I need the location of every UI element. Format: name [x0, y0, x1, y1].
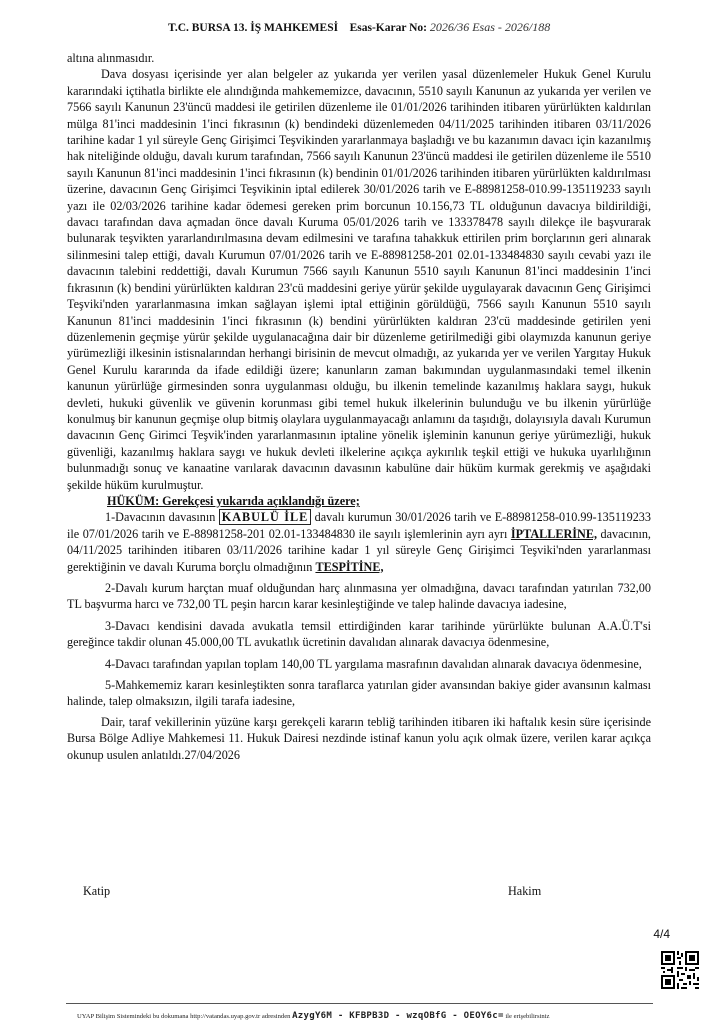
- verdict-item-1-text-c: davacının, 04/11/2025 tarihinden itibaren 03/11/2026 tarihine kadar 1 yıl süreyle Genç Girişimci Teşviki'nden yararlanması gerektiğinin ve davalı Kuruma borçlu olmadığının: [67, 526, 651, 574]
- verdict-item-1: [67, 509, 651, 575]
- verdict-item-4: 4-Davacı tarafından yapılan toplam 140,00 TL yargılama masrafının davalıdan alınarak davacıya ödenmesine,: [105, 656, 642, 671]
- court-name: T.C. BURSA 13. İŞ MAHKEMESİ: [168, 22, 339, 34]
- case-label: Esas-Karar No:: [349, 22, 427, 34]
- footer-suffix: ile erişebilirsiniz: [505, 1013, 550, 1020]
- verdict-item-3: 3-Davacı kendisini davada avukatla temsil ettirdiğinden karar tarihinde yürürlükte bulunan A.A.Ü.T'si gereğince takdir olunan 45.000,00 TL avukatlık ücretinin davalıdan alınarak davacıya ödenmesine,: [67, 618, 651, 650]
- verification-code: AzygY6M - KFBPB3D - wzqOBfG - OEOY6c=: [292, 1011, 504, 1021]
- footer-text: UYAP Bilişim Sistemindeki bu dokumana http://vatandas.uyap.gov.tr adresinden: [77, 1013, 291, 1020]
- verdict-item-5: 5-Mahkememiz kararı kesinleştikten sonra taraflarca yatırılan gider avansından bakiye gider avansının kalması halinde, talep olmaksızın, ilgili tarafa iadesine,: [67, 678, 651, 709]
- qr-code-icon: [661, 951, 699, 989]
- document-body: [67, 50, 651, 763]
- paragraph-intro: altına alınmasıdır.: [67, 51, 155, 65]
- verdict-item-1-text-b: davalı kurumun 30/01/2026 tarih ve E-88981258-010.99-135119233 ile 07/01/2026 tarih ve E-88981258-201 02.01-133484830 ile sayılı işlemlerinin ayrı ayrı: [67, 510, 651, 541]
- clerk-signature-label: Katip: [83, 884, 111, 898]
- page-number: 4/4: [653, 927, 670, 941]
- page-header: [168, 20, 550, 35]
- verification-footer: [77, 1011, 549, 1021]
- verdict-item-2: 2-Davalı kurum harçtan muaf olduğundan harç alınmasına yer olmadığına, davacı tarafından yatırılan 732,00 TL başvurma harcı ve 732,00 TL peşin harcın karar kesinleştiğinde ve talep halinde davacıya iadesine,: [67, 581, 651, 612]
- paragraph-reasoning: Dava dosyası içerisinde yer alan belgeler az yukarıda yer verilen yasal düzenlemeler Hukuk Genel Kurulu kararındaki içtihatla birlikte ele alındığında mahkememizce, davacının, 5510 sayılı Kanunun az yukarıda yer verilen ve 7566 sayılı Kanunun 23'üncü maddesi ile getirilen düzenleme ile 01/01/2026 tarihinden itibaren yürürlükten kaldırılan mülga 81'inci maddesinin 1'inci fıkrasının (k) bendindeki düzenlemeden 04/11/2025 tarihinden itibaren 03/11/2026 tarihine kadar 1 yıl süreyle Genç Girişimci Teşvikinden yararlanmaya başladığı ve bu kazanımın davacı için kazanılmış hak niteliğinde olduğu, davalı kurum tarafından, 7566 sayılı Kanunun 23'üncü maddesi ile getirilen düzenleme ile 5510 sayılı Kanunun 81'inci maddesinin 1'inci fıkrasının (k) bendinin 01/01/2026 tarihinden itibaren yürürlükten kaldırılması üzerine, davacının Genç Girişimci Teşvikinin iptal edilerek 30/01/2026 tarih ve E-88981258-010.99-135119233 sayılı yazı ile 02/03/2026 tarihine kadar ödemesi gereken prim borcunun 10.156,73 TL olduğunun davacıya bildirildiği, davacı tarafından dava açmadan önce davalı Kuruma 05/01/2026 tarih ve 133378478 sayılı dilekçe ile başvurarak bulunarak teşvikten yararlandırılmasına devam edilmesini ve tarafına tahakkuk ettirilen prim borçlarının geri alınarak silinmesini talep ettiği, davalı Kurumun 07/01/2026 tarih ve E-88981258-201 02.01-133484830 sayılı cevabi yazı ile davacının talebini reddettiği, davalı Kurumun 7566 sayılı Kanunun 5510 sayılı Kanunun 81'inci maddesinin 1'inci fıkrasının (k) bendini yürürlükten kaldıran 23'cü maddesini geriye yürür şekilde uygulayarak davacının Genç Girişimci Teşviki'nden yararlanmasına imkan sağlayan işlemi iptal ettiğinin görüldüğü, 7566 sayılı Kanunun 5510 sayılı Kanunun 81'inci maddesinin 1'inci fıkrasının (k) bendini yürürlükten kaldıran 23'cü maddesinde getirilen yeni düzenlemenin geçmişe yürür şekilde uygulanacağına dair bir düzenleme getirilmediği gibi olaymızda kanunun geriye yürümezliği ilkesinin istisnalarından herhangi birisinin de mevcut olmadığı, az yukarıda yer ve verilen Yargıtay Hukuk Genel Kurulu kararında da ifade edildiği üzere; kanunların zaman bakımından uygulanmasındaki temel ilkenin kanunun yürürlüğe girmesinden sonra uygulanması olduğu, bu ilkenin temelinde kazanılmış haklara saygı, hukuk devleti, hukuki güvenlik ve güvenin korunması gibi temel hukuk ilkelerinin bulunduğu ve bu ilkenin yürürlüğe konulmuş bir kanunun geçmişe olup bitmiş olaylara uygulanmayacağı anlamını da taşıdığı, dolayısıyla davalı Kurumun davacının Genç Girimci Teşvik'inden yararlanmasının iptaline yönelik işleminin kanunun geriye yürümezliği, hukuk güvenliği, kazanılmış haklara saygı ve hukuk devleti ilkelerine açıkça aykırılık teşkil ettiği ve hukuka uyarlılığının bulunmadığı sonuç ve kanaatine varılarak davacının davasının kabulüne dair hüküm kurmak gerekmiş ve aşağıdaki şekilde hüküm kurulmuştur.: [67, 67, 651, 492]
- case-number: 2026/36 Esas - 2026/188: [429, 20, 551, 34]
- verdict-heading: HÜKÜM: Gerekçesi yukarıda açıklandığı üzere;: [107, 493, 360, 508]
- verdict-item-1-text-a: 1-Davacının davasının: [105, 510, 219, 525]
- footer-divider: [66, 1003, 653, 1004]
- annulment-text: İPTALLERİNE,: [510, 526, 598, 541]
- closing-paragraph: Dair, taraf vekillerinin yüzüne karşı gerekçeli kararın tebliğ tarihinden itibaren iki haftalık kesin süre içerisinde Bursa Bölge Adliye Mahkemesi 11. Hukuk Dairesi nezdinde istinaf kanun yolu açık olmak üzere, verilen karar açıkça okunup usulen anlatıldı.27/04/2026: [67, 714, 651, 762]
- determination-text: TESPİTİNE,: [315, 559, 384, 574]
- acceptance-stamp: KABULÜ İLE: [219, 509, 312, 525]
- judge-signature-label: Hakim: [508, 884, 542, 898]
